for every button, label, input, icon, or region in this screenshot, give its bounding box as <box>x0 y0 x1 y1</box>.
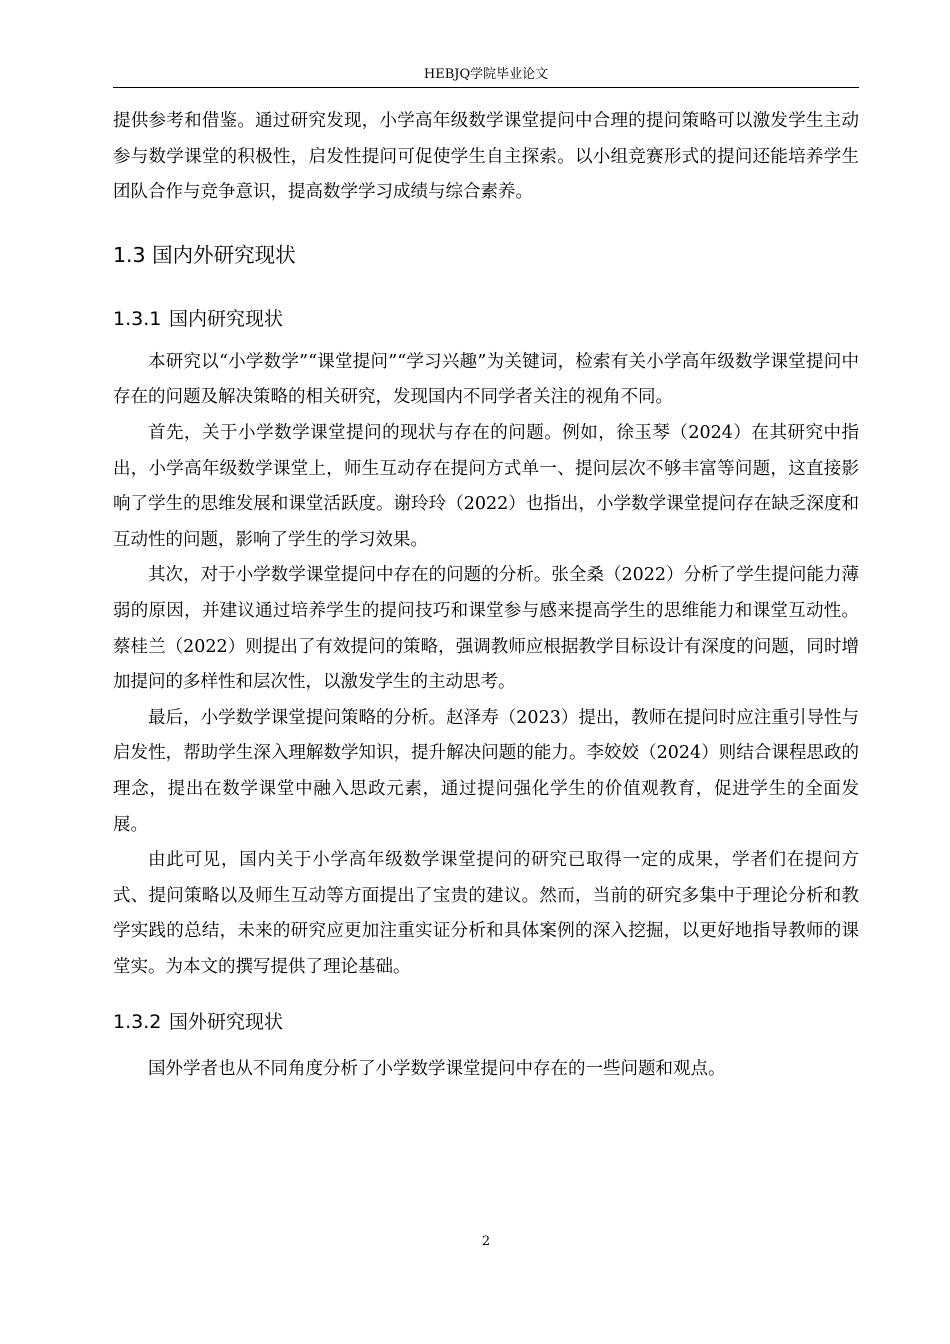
page-number: 2 <box>481 1234 491 1249</box>
body-paragraph: 国外学者也从不同角度分析了小学数学课堂提问中存在的一些问题和观点。 <box>148 1059 726 1080</box>
body-paragraph: 首先，关于小学数学课堂提问的现状与存在的问题。例如，徐玉琴（2024）在其研究中指出，小学高年级数学课堂上，师生互动存在提问方式单一、提问层次不够丰富等问题，这直接影响了学生的思维发展和课堂活跃度。谢玲玲（2022）也指出，小学数学课堂提问存在缺乏深度和互动性的问题，影响了学生的学习效果。 <box>113 422 859 550</box>
header-divider <box>113 87 859 88</box>
section-heading-1-3-1 <box>113 305 859 333</box>
document-body <box>113 104 859 1088</box>
section-heading-1-3: 1.3 国内外研究现状 <box>113 242 296 267</box>
section-number: 1.3.2 <box>113 1011 162 1034</box>
section-heading-1-3-2 <box>113 1008 859 1036</box>
body-paragraph: 其次，对于小学数学课堂提问中存在的问题的分析。张全桑（2022）分析了学生提问能力薄弱的原因，并建议通过培养学生的提问技巧和课堂参与感来提高学生的思维能力和课堂互动性。蔡桂兰（2022）则提出了有效提问的策略，强调教师应根据教学目标设计有深度的问题，同时增加提问的多样性和层次性，以激发学生的主动思考。 <box>113 565 859 693</box>
page-header: HEBJQ学院毕业论文 <box>423 67 549 82</box>
section-title: 国外研究现状 <box>169 1011 284 1034</box>
intro-paragraph: 提供参考和借鉴。通过研究发现，小学高年级数学课堂提问中合理的提问策略可以激发学生主动参与数学课堂的积极性，启发性提问可促使学生自主探索。以小组竞赛形式的提问还能培养学生团队合作与竞争意识，提高数学学习成绩与综合素养。 <box>113 111 859 203</box>
body-paragraph: 最后，小学数学课堂提问策略的分析。赵泽寿（2023）提出，教师在提问时应注重引导性与启发性，帮助学生深入理解数学知识，提升解决问题的能力。李姣姣（2024）则结合课程思政的理念，提出在数学课堂中融入思政元素，通过提问强化学生的价值观教育，促进学生的全面发展。 <box>113 707 859 835</box>
section-title: 国内研究现状 <box>169 307 284 330</box>
body-paragraph: 由此可见，国内关于小学高年级数学课堂提问的研究已取得一定的成果，学者们在提问方式、提问策略以及师生互动等方面提出了宝贵的建议。然而，当前的研究多集中于理论分析和教学实践的总结，未来的研究应更加注重实证分析和具体案例的深入挖掘，以更好地指导教师的课堂实。为本文的撰写提供了理论基础。 <box>113 850 859 977</box>
section-number: 1.3.1 <box>113 307 162 330</box>
body-paragraph: 本研究以“小学数学”“课堂提问”“学习兴趣”为关键词，检索有关小学高年级数学课堂提问中存在的问题及解决策略的相关研究，发现国内不同学者关注的视角不同。 <box>113 351 859 408</box>
